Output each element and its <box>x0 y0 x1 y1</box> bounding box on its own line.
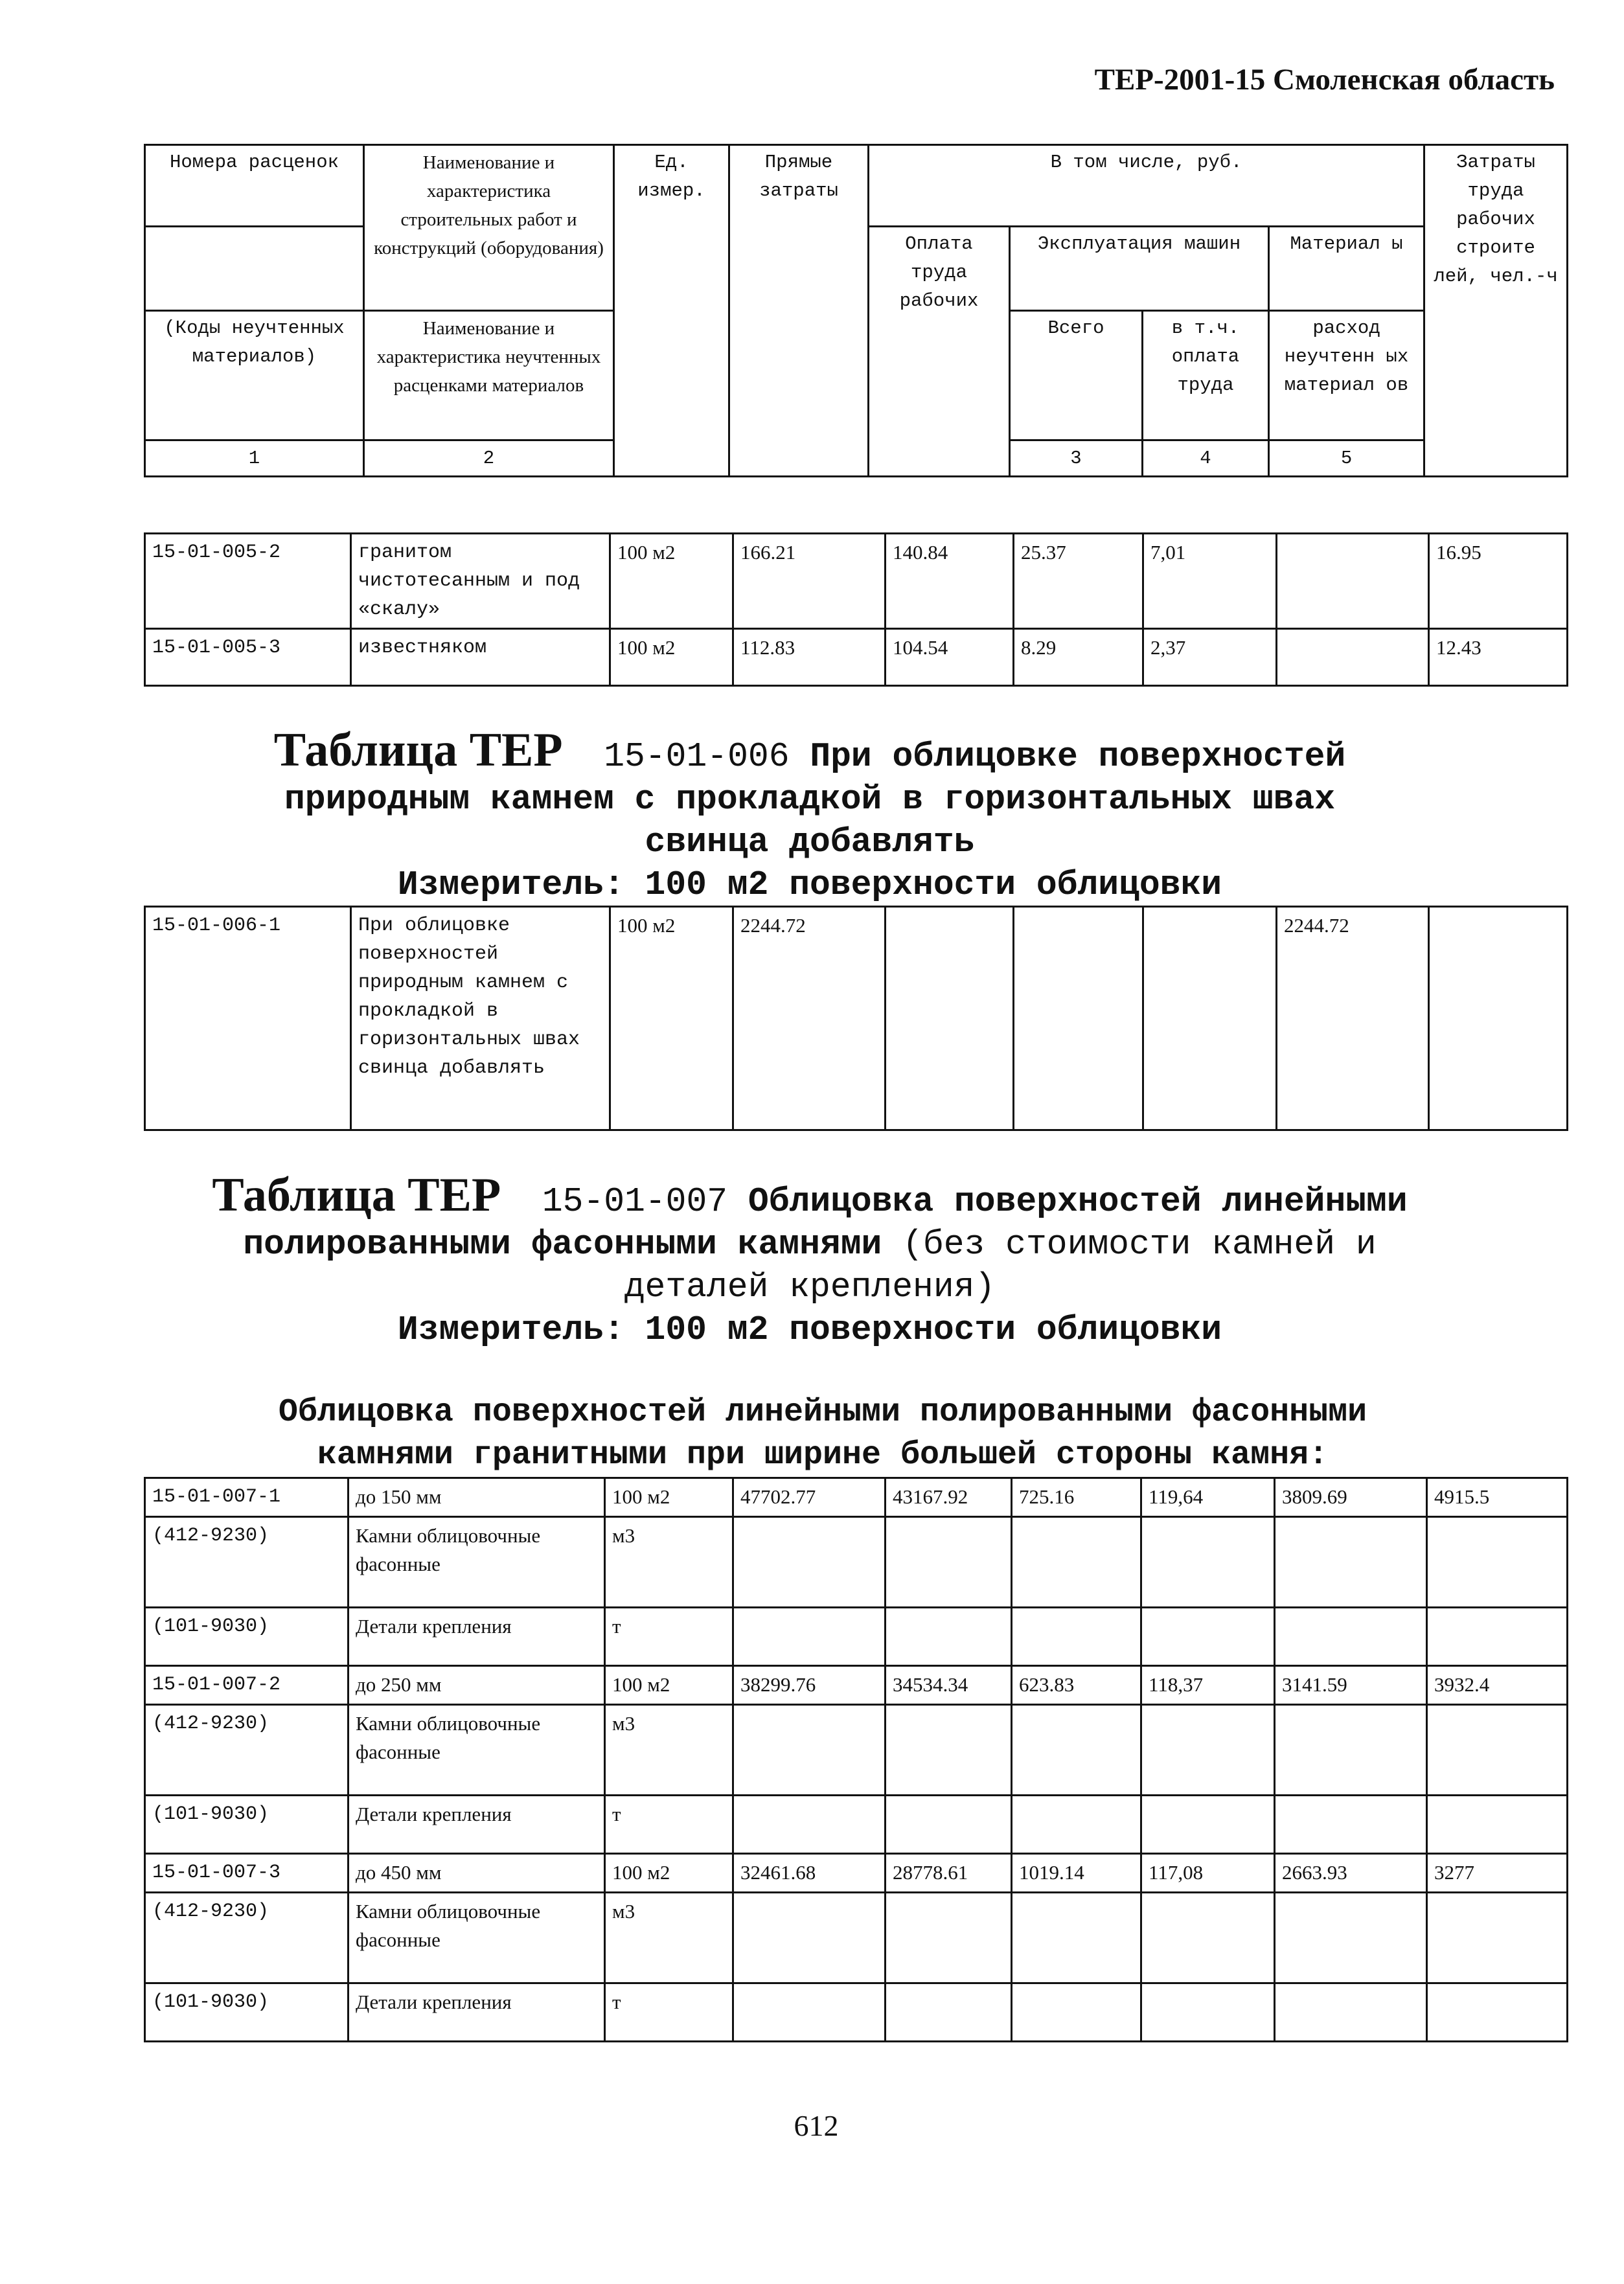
labor-pay: 43167.92 <box>886 1478 1012 1517</box>
labor-hours: 3932.4 <box>1427 1666 1568 1705</box>
header-material-codes: (Коды неучтенных материалов) <box>145 311 364 440</box>
table-row <box>145 629 1568 686</box>
table-row <box>145 534 1568 629</box>
col-num: 3 <box>1010 440 1143 477</box>
materials <box>1275 1796 1427 1854</box>
machines-total: 623.83 <box>1012 1666 1141 1705</box>
work-name: Детали крепления <box>349 1796 605 1854</box>
machines-total <box>1012 1983 1141 2042</box>
work-name: Камни облицовочные фасонные <box>349 1705 605 1796</box>
unit: 100 м2 <box>610 534 733 629</box>
machines-labor: 2,37 <box>1143 629 1277 686</box>
labor-pay <box>886 1705 1012 1796</box>
machines-total <box>1012 1517 1141 1608</box>
machines-labor: 117,08 <box>1141 1854 1275 1893</box>
col-num: 1 <box>145 440 364 477</box>
col-num: 2 <box>364 440 614 477</box>
machines-labor <box>1141 1796 1275 1854</box>
machines-labor <box>1141 1893 1275 1983</box>
page-number: 612 <box>794 2109 839 2142</box>
unit: 100 м2 <box>605 1854 733 1893</box>
labor-hours: 3277 <box>1427 1854 1568 1893</box>
labor-pay: 34534.34 <box>886 1666 1012 1705</box>
labor-pay: 140.84 <box>886 534 1014 629</box>
title-line: (без стоимости камней и <box>902 1225 1377 1264</box>
direct-costs <box>733 1893 886 1983</box>
materials <box>1275 1608 1427 1666</box>
table-007-title <box>143 1169 1477 1351</box>
header-materials-usage: расход неучтенн ых материал ов <box>1269 311 1424 440</box>
rate-code: (101-9030) <box>145 1796 349 1854</box>
work-name: При облицовке поверхностей природным камнем с прокладкой в горизонтальных швах свинца добавлять <box>351 907 610 1130</box>
work-name: Детали крепления <box>349 1983 605 2042</box>
machines-total: 1019.14 <box>1012 1854 1141 1893</box>
rate-code: (101-9030) <box>145 1608 349 1666</box>
table-code: 15-01-007 <box>542 1182 728 1221</box>
materials: 3141.59 <box>1275 1666 1427 1705</box>
table-006 <box>144 906 1568 1131</box>
labor-pay <box>886 1893 1012 1983</box>
work-name: до 150 мм <box>349 1478 605 1517</box>
direct-costs: 38299.76 <box>733 1666 886 1705</box>
table-007 <box>144 1477 1568 2042</box>
table-row <box>145 1517 1568 1608</box>
col-num: 4 <box>1143 440 1269 477</box>
header-machines: Эксплуатация машин <box>1010 227 1269 311</box>
table-006-title <box>143 724 1477 906</box>
title-line: свинца добавлять <box>645 823 975 862</box>
column-header-table <box>144 144 1568 477</box>
machines-total <box>1012 1705 1141 1796</box>
materials: 2663.93 <box>1275 1854 1427 1893</box>
rate-code: 15-01-007-1 <box>145 1478 349 1517</box>
rate-code: (412-9230) <box>145 1705 349 1796</box>
machines-total: 8.29 <box>1014 629 1143 686</box>
materials: 3809.69 <box>1275 1478 1427 1517</box>
direct-costs <box>733 1983 886 2042</box>
unit: м3 <box>605 1893 733 1983</box>
header-labor-pay: Оплата труда рабочих <box>869 227 1010 477</box>
measure-line: Измеритель: 100 м2 поверхности облицовки <box>397 1310 1222 1349</box>
table-row <box>145 1666 1568 1705</box>
labor-hours <box>1427 1796 1568 1854</box>
work-name: Детали крепления <box>349 1608 605 1666</box>
unit: 100 м2 <box>610 629 733 686</box>
header-direct-costs: Прямые затраты <box>729 145 869 477</box>
measure-line: Измеритель: 100 м2 поверхности облицовки <box>397 865 1222 904</box>
labor-hours <box>1429 907 1568 1130</box>
title-line: Облицовка поверхностей линейными <box>748 1182 1408 1221</box>
header-material-name: Наименование и характеристика неучтенных расценками материалов <box>364 311 614 440</box>
labor-hours <box>1427 1983 1568 2042</box>
machines-labor <box>1141 1517 1275 1608</box>
work-name: Камни облицовочные фасонные <box>349 1893 605 1983</box>
labor-pay <box>886 1983 1012 2042</box>
machines-labor: 118,37 <box>1141 1666 1275 1705</box>
table-row <box>145 1893 1568 1983</box>
materials <box>1277 629 1429 686</box>
labor-hours <box>1427 1893 1568 1983</box>
table-row <box>145 1983 1568 2042</box>
table-row <box>145 1705 1568 1796</box>
table-row <box>145 1478 1568 1517</box>
page-header: ТЕР-2001-15 Смоленская область <box>1094 63 1555 97</box>
labor-pay: 104.54 <box>886 629 1014 686</box>
machines-total <box>1014 907 1143 1130</box>
labor-hours: 12.43 <box>1429 629 1568 686</box>
materials: 2244.72 <box>1277 907 1429 1130</box>
header-including: В том числе, руб. <box>869 145 1424 227</box>
direct-costs <box>733 1705 886 1796</box>
machines-total: 25.37 <box>1014 534 1143 629</box>
table-row <box>145 907 1568 1130</box>
direct-costs <box>733 1517 886 1608</box>
materials <box>1275 1893 1427 1983</box>
unit: м3 <box>605 1517 733 1608</box>
labor-pay: 28778.61 <box>886 1854 1012 1893</box>
labor-pay <box>886 1608 1012 1666</box>
direct-costs: 2244.72 <box>733 907 886 1130</box>
direct-costs: 166.21 <box>733 534 886 629</box>
labor-pay <box>886 907 1014 1130</box>
direct-costs <box>733 1796 886 1854</box>
machines-labor <box>1143 907 1277 1130</box>
rate-code: 15-01-005-3 <box>145 629 351 686</box>
header-labor-hours: Затраты труда рабочих строите лей, чел.-ч <box>1424 145 1568 477</box>
work-name: до 250 мм <box>349 1666 605 1705</box>
unit: м3 <box>605 1705 733 1796</box>
unit: 100 м2 <box>610 907 733 1130</box>
header-machines-total: Всего <box>1010 311 1143 440</box>
work-name: Камни облицовочные фасонные <box>349 1517 605 1608</box>
labor-hours: 16.95 <box>1429 534 1568 629</box>
labor-pay <box>886 1796 1012 1854</box>
title-prefix: Таблица ТЕР <box>273 724 563 777</box>
machines-total: 725.16 <box>1012 1478 1141 1517</box>
direct-costs: 32461.68 <box>733 1854 886 1893</box>
work-name: гранитом чистотесанным и под «скалу» <box>351 534 610 629</box>
table-row <box>145 1796 1568 1854</box>
rate-code: 15-01-005-2 <box>145 534 351 629</box>
direct-costs: 47702.77 <box>733 1478 886 1517</box>
unit: т <box>605 1983 733 2042</box>
rate-code: (412-9230) <box>145 1517 349 1608</box>
rate-code: (412-9230) <box>145 1893 349 1983</box>
rate-code: 15-01-006-1 <box>145 907 351 1130</box>
machines-total <box>1012 1608 1141 1666</box>
unit: т <box>605 1796 733 1854</box>
unit: 100 м2 <box>605 1478 733 1517</box>
header-materials: Материал ы <box>1269 227 1424 311</box>
machines-labor <box>1141 1705 1275 1796</box>
header-rate-numbers: Номера расценок <box>145 145 364 227</box>
direct-costs: 112.83 <box>733 629 886 686</box>
col-num: 5 <box>1269 440 1424 477</box>
materials <box>1275 1517 1427 1608</box>
machines-total <box>1012 1893 1141 1983</box>
direct-costs <box>733 1608 886 1666</box>
labor-pay <box>886 1517 1012 1608</box>
unit: 100 м2 <box>605 1666 733 1705</box>
title-line: полированными фасонными камнями <box>243 1225 882 1264</box>
rate-code: 15-01-007-3 <box>145 1854 349 1893</box>
labor-hours <box>1427 1517 1568 1608</box>
table-row <box>145 1608 1568 1666</box>
header-work-name: Наименование и характеристика строительных работ и конструкций (оборудования) <box>364 145 614 311</box>
title-line: При облицовке поверхностей <box>810 737 1346 776</box>
subheading <box>143 1391 1503 1477</box>
machines-labor <box>1141 1983 1275 2042</box>
work-name: до 450 мм <box>349 1854 605 1893</box>
table-row <box>145 1854 1568 1893</box>
machines-total <box>1012 1796 1141 1854</box>
machines-labor: 119,64 <box>1141 1478 1275 1517</box>
machines-labor <box>1141 1608 1275 1666</box>
subheading-line: камнями гранитными при ширине большей стороны камня: <box>317 1437 1329 1474</box>
materials <box>1277 534 1429 629</box>
table-code: 15-01-006 <box>604 737 790 776</box>
materials <box>1275 1705 1427 1796</box>
title-prefix: Таблица ТЕР <box>212 1169 501 1222</box>
table-005 <box>144 532 1568 687</box>
rate-code: (101-9030) <box>145 1983 349 2042</box>
rate-code: 15-01-007-2 <box>145 1666 349 1705</box>
header-machines-labor: в т.ч. оплата труда <box>1143 311 1269 440</box>
title-line: деталей крепления) <box>624 1268 996 1307</box>
labor-hours <box>1427 1705 1568 1796</box>
work-name: известняком <box>351 629 610 686</box>
labor-hours <box>1427 1608 1568 1666</box>
materials <box>1275 1983 1427 2042</box>
labor-hours: 4915.5 <box>1427 1478 1568 1517</box>
unit: т <box>605 1608 733 1666</box>
title-line: природным камнем с прокладкой в горизонтальных швах <box>284 780 1336 819</box>
header-unit: Ед. измер. <box>614 145 729 477</box>
machines-labor: 7,01 <box>1143 534 1277 629</box>
subheading-line: Облицовка поверхностей линейными полированными фасонными <box>278 1394 1367 1431</box>
